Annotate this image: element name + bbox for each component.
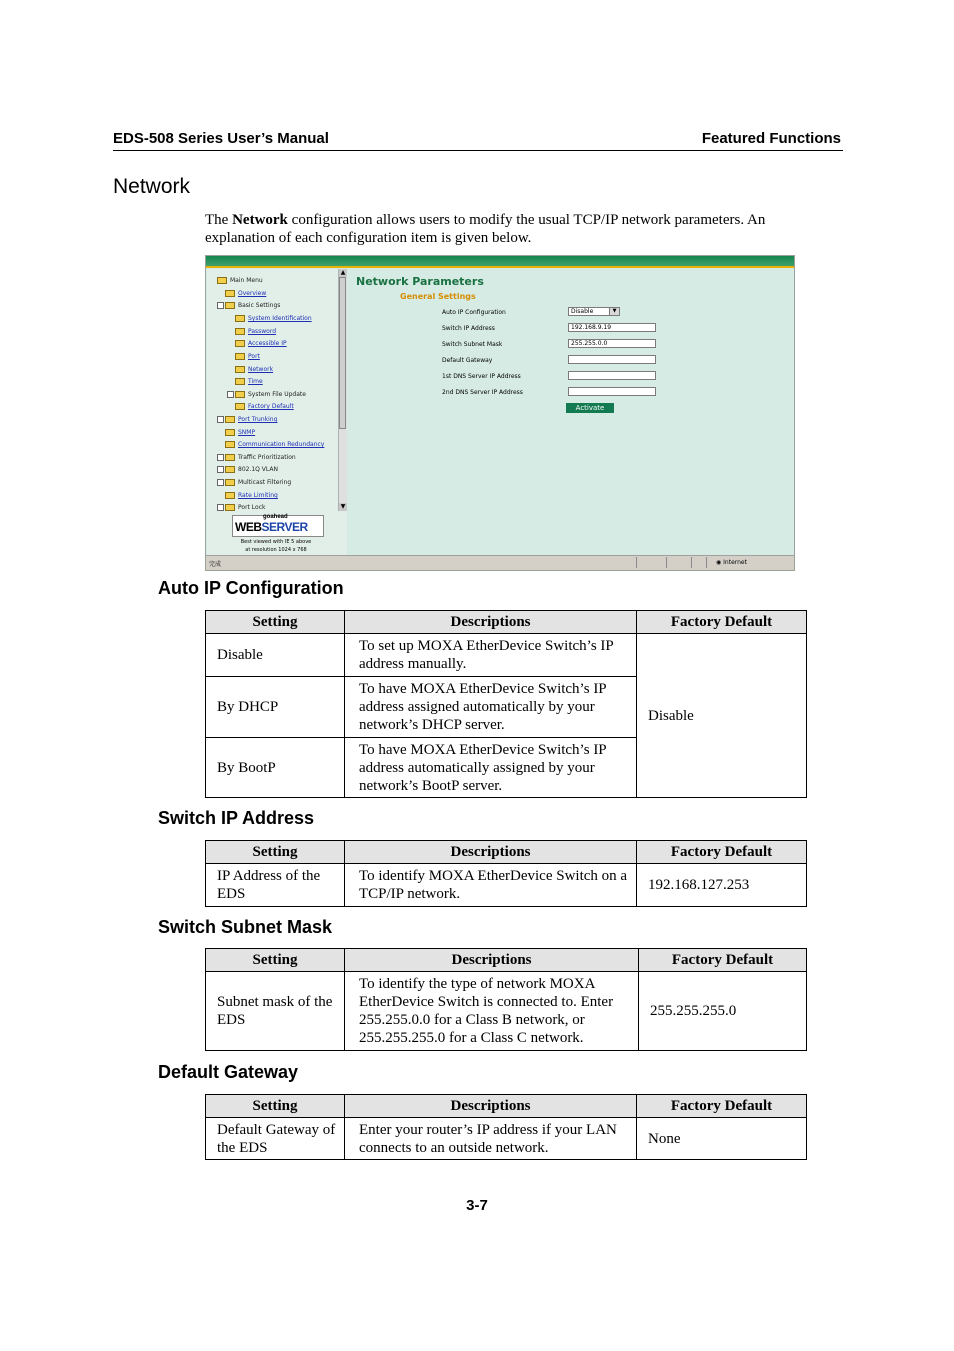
tree-item-label: Traffic Prioritization [238, 454, 296, 461]
col-setting: Setting [206, 949, 345, 972]
heading-subnet-mask: Switch Subnet Mask [158, 917, 333, 937]
expand-icon[interactable] [217, 504, 224, 511]
col-descriptions: Descriptions [345, 611, 637, 634]
tree-item-label: Communication Redundancy [238, 441, 325, 448]
folder-icon [225, 454, 235, 461]
tree-item-802-1q-vlan[interactable] [217, 466, 278, 473]
tree-item-label: Port Lock [238, 504, 266, 511]
auto-ip-table [205, 610, 807, 798]
cell-setting: Default Gateway of the EDS [206, 1118, 345, 1160]
cell-description: To have MOXA EtherDevice Switch’s IP address assigned automatically by your network’s DHCP server. [345, 677, 637, 738]
tree-item-system-file-update[interactable] [227, 391, 306, 398]
settings-panel [354, 269, 794, 555]
intro-paragraph [205, 211, 815, 247]
table-header-row [206, 1095, 807, 1118]
tree-item-multicast-filtering[interactable] [217, 479, 291, 486]
scroll-thumb[interactable] [339, 277, 346, 429]
tree-item-label: 802.1Q VLAN [238, 466, 278, 473]
folder-icon [225, 429, 235, 436]
default-gateway-table [205, 1094, 807, 1160]
cell-setting: Disable [206, 634, 345, 677]
cell-description: To have MOXA EtherDevice Switch’s IP address automatically assigned by your network’s BootP server. [345, 738, 637, 798]
expand-icon[interactable] [217, 454, 224, 461]
menu-scrollbar[interactable] [338, 269, 347, 511]
cell-setting: Subnet mask of the EDS [206, 972, 345, 1051]
menu-tree [207, 269, 347, 555]
tree-item-network[interactable] [235, 366, 273, 373]
tree-item-label: Accessible IP [248, 340, 287, 347]
tree-item-label: Multicast Filtering [238, 479, 292, 486]
header-chapter-title: Featured Functions [701, 130, 841, 147]
tree-item-label: SNMP [238, 429, 256, 436]
tree-item-overview[interactable] [225, 290, 266, 297]
expand-icon[interactable] [217, 466, 224, 473]
table-row [206, 1118, 807, 1160]
folder-icon [225, 492, 235, 499]
expand-icon[interactable] [217, 479, 224, 486]
tree-item-label: Rate Limiting [238, 492, 278, 499]
col-descriptions: Descriptions [345, 841, 637, 864]
switch-ip-input[interactable]: 192.168.9.19 [568, 323, 656, 332]
intro-bold: Network [232, 212, 288, 228]
header-manual-title: EDS-508 Series User’s Manual [113, 130, 329, 147]
field-label-dns2: 2nd DNS Server IP Address [442, 389, 523, 396]
cell-setting: IP Address of the EDS [206, 864, 345, 907]
heading-switch-ip: Switch IP Address [158, 808, 315, 828]
tree-item-basic-settings[interactable] [217, 302, 280, 309]
status-zone: ◉ Internet [716, 559, 747, 566]
cell-setting: By DHCP [206, 677, 345, 738]
tree-item-communication-redundancy[interactable] [225, 441, 324, 448]
folder-icon [225, 290, 235, 297]
status-text: 完成 [209, 561, 222, 568]
col-factory-default: Factory Default [639, 949, 807, 972]
tree-item-snmp[interactable] [225, 429, 255, 436]
tree-item-port[interactable] [235, 353, 260, 360]
table-row [206, 634, 807, 677]
cell-default: 255.255.255.0 [639, 972, 807, 1051]
cell-default: None [637, 1118, 807, 1160]
cell-description: To set up MOXA EtherDevice Switch’s IP address manually. [345, 634, 637, 677]
field-label-switch-ip: Switch IP Address [442, 325, 495, 332]
best-viewed-line2: at resolution 1024 x 768 [245, 547, 307, 553]
folder-icon [225, 504, 235, 511]
cell-default: Disable [637, 634, 807, 798]
best-viewed-line1: Best viewed with IE 5 above [240, 539, 312, 545]
folder-icon [235, 353, 245, 360]
col-descriptions: Descriptions [345, 949, 639, 972]
tree-item-rate-limiting[interactable] [225, 492, 278, 499]
scroll-up-icon[interactable]: ▲ [340, 269, 346, 276]
tree-item-label: Main Menu [230, 277, 263, 284]
folder-icon [225, 441, 235, 448]
subnet-mask-table [205, 948, 807, 1051]
auto-ip-select[interactable]: Disable ▼ [568, 307, 620, 316]
tree-item-label: Time [248, 378, 263, 385]
col-descriptions: Descriptions [345, 1095, 637, 1118]
running-header [113, 129, 843, 151]
default-gateway-input[interactable] [568, 355, 656, 364]
table-row [206, 972, 807, 1051]
cell-description: To identify MOXA EtherDevice Switch on a TCP/IP network. [345, 864, 637, 907]
expand-icon[interactable] [227, 391, 234, 398]
folder-icon [235, 315, 245, 322]
panel-subtitle: General Settings [400, 292, 476, 301]
cell-default: 192.168.127.253 [637, 864, 807, 907]
tree-item-label: Basic Settings [238, 302, 281, 309]
folder-icon [235, 328, 245, 335]
network-parameters-screenshot [205, 255, 795, 571]
chevron-down-icon[interactable]: ▼ [609, 308, 619, 315]
folder-icon [235, 378, 245, 385]
scroll-down-icon[interactable]: ▼ [340, 503, 346, 510]
intro-pre: The [205, 212, 233, 228]
table-row [206, 864, 807, 907]
activate-button[interactable]: Activate [566, 403, 614, 413]
folder-icon [235, 340, 245, 347]
table-header-row [206, 841, 807, 864]
goahead-webserver-logo [232, 515, 324, 537]
subnet-mask-input[interactable]: 255.255.0.0 [568, 339, 656, 348]
cell-setting: By BootP [206, 738, 345, 798]
col-factory-default: Factory Default [637, 1095, 807, 1118]
tree-item-traffic-prioritization[interactable] [217, 454, 296, 461]
cell-description: Enter your router’s IP address if your LAN connects to an outside network. [345, 1118, 637, 1160]
tree-item-label: System Identification [248, 315, 312, 322]
panel-title: Network Parameters [356, 275, 484, 288]
folder-icon [217, 277, 227, 284]
folder-icon [225, 479, 235, 486]
tree-item-main-menu[interactable] [217, 277, 263, 284]
heading-default-gateway: Default Gateway [158, 1062, 299, 1082]
tree-item-password[interactable] [235, 328, 276, 335]
tree-item-label: Network [248, 366, 274, 373]
switch-ip-table [205, 840, 807, 907]
dns1-input[interactable] [568, 371, 656, 380]
browser-recommendation [216, 538, 336, 554]
cell-description: To identify the type of network MOXA EtherDevice Switch is connected to. Enter 255.255.0.0 for a Class B network, or 255.255.255.0 for a Class C network. [345, 972, 639, 1051]
tree-item-time[interactable] [235, 378, 263, 385]
table-header-row [206, 949, 807, 972]
col-setting: Setting [206, 841, 345, 864]
tree-item-label: System File Update [248, 391, 306, 398]
field-label-auto-ip: Auto IP Configuration [442, 309, 506, 316]
tree-item-label: Overview [238, 290, 267, 297]
tree-item-accessible-ip[interactable] [235, 340, 287, 347]
screenshot-title-bar [206, 256, 794, 268]
expand-icon[interactable] [217, 416, 224, 423]
tree-item-port-lock[interactable] [217, 504, 265, 511]
folder-icon [235, 403, 245, 410]
folder-icon [225, 466, 235, 473]
collapse-icon[interactable] [217, 302, 224, 309]
browser-status-bar [206, 555, 794, 571]
tree-item-label: Port [248, 353, 260, 360]
folder-icon [235, 366, 245, 373]
dns2-input[interactable] [568, 387, 656, 396]
folder-icon [225, 416, 235, 423]
tree-item-factory-default[interactable] [235, 403, 294, 410]
tree-item-label: Factory Default [248, 403, 294, 410]
col-setting: Setting [206, 1095, 345, 1118]
heading-auto-ip: Auto IP Configuration [158, 578, 344, 598]
col-factory-default: Factory Default [637, 841, 807, 864]
field-label-dns1: 1st DNS Server IP Address [442, 373, 521, 380]
page-number: 3-7 [466, 1197, 488, 1214]
intro-post: configuration allows users to modify the usual TCP/IP network parameters. An explanation of each configuration item is given below. [205, 212, 766, 246]
section-title: Network [113, 175, 191, 198]
col-factory-default: Factory Default [637, 611, 807, 634]
table-header-row [206, 611, 807, 634]
tree-item-port-trunking[interactable] [217, 416, 277, 423]
tree-item-label: Port Trunking [238, 416, 278, 423]
folder-icon [225, 302, 235, 309]
logo-webserver-text: WEBSERVER [235, 520, 308, 534]
logo-goahead-text: goahead [263, 514, 288, 520]
tree-item-system-identification[interactable] [235, 315, 312, 322]
col-setting: Setting [206, 611, 345, 634]
tree-item-label: Password [248, 328, 277, 335]
folder-icon [235, 391, 245, 398]
field-label-subnet-mask: Switch Subnet Mask [442, 341, 503, 348]
field-label-default-gateway: Default Gateway [442, 357, 493, 364]
